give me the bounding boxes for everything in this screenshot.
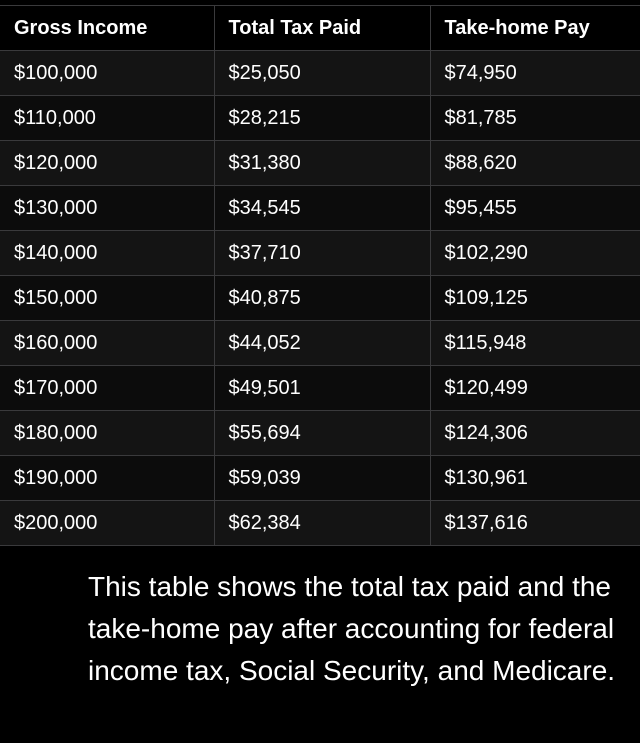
total-tax-cell: $55,694 (214, 411, 430, 456)
total-tax-cell: $34,545 (214, 186, 430, 231)
gross-income-cell: $170,000 (0, 366, 214, 411)
gross-income-cell: $120,000 (0, 141, 214, 186)
total-tax-cell: $62,384 (214, 501, 430, 546)
gross-income-cell: $190,000 (0, 456, 214, 501)
table-row (0, 321, 640, 366)
total-tax-cell: $25,050 (214, 51, 430, 96)
take-home-cell: $109,125 (430, 276, 640, 321)
header-gross-income: Gross Income (0, 6, 214, 51)
total-tax-cell: $28,215 (214, 96, 430, 141)
table-row (0, 501, 640, 546)
take-home-cell: $120,499 (430, 366, 640, 411)
table-row (0, 186, 640, 231)
table-row (0, 96, 640, 141)
table-caption: This table shows the total tax paid and the take-home pay after accounting for federal income tax, Social Security, and Medicare. (88, 571, 616, 686)
total-tax-cell: $44,052 (214, 321, 430, 366)
header-take-home-pay: Take-home Pay (430, 6, 640, 51)
total-tax-cell: $31,380 (214, 141, 430, 186)
gross-income-cell: $130,000 (0, 186, 214, 231)
table-row (0, 231, 640, 276)
total-tax-cell: $59,039 (214, 456, 430, 501)
table-row (0, 276, 640, 321)
gross-income-cell: $140,000 (0, 231, 214, 276)
take-home-cell: $137,616 (430, 501, 640, 546)
total-tax-cell: $49,501 (214, 366, 430, 411)
total-tax-cell: $37,710 (214, 231, 430, 276)
gross-income-cell: $150,000 (0, 276, 214, 321)
table-row (0, 411, 640, 456)
gross-income-cell: $100,000 (0, 51, 214, 96)
table-row (0, 456, 640, 501)
gross-income-cell: $160,000 (0, 321, 214, 366)
table-row (0, 141, 640, 186)
header-total-tax-paid: Total Tax Paid (214, 6, 430, 51)
take-home-cell: $88,620 (430, 141, 640, 186)
take-home-cell: $130,961 (430, 456, 640, 501)
gross-income-cell: $200,000 (0, 501, 214, 546)
take-home-cell: $124,306 (430, 411, 640, 456)
table-row (0, 51, 640, 96)
take-home-cell: $74,950 (430, 51, 640, 96)
tax-table (0, 5, 640, 546)
take-home-cell: $95,455 (430, 186, 640, 231)
take-home-cell: $102,290 (430, 231, 640, 276)
table-row (0, 366, 640, 411)
table-header (0, 6, 640, 51)
take-home-cell: $81,785 (430, 96, 640, 141)
header-row (0, 6, 640, 51)
gross-income-cell: $110,000 (0, 96, 214, 141)
total-tax-cell: $40,875 (214, 276, 430, 321)
gross-income-cell: $180,000 (0, 411, 214, 456)
take-home-cell: $115,948 (430, 321, 640, 366)
table-body (0, 51, 640, 546)
